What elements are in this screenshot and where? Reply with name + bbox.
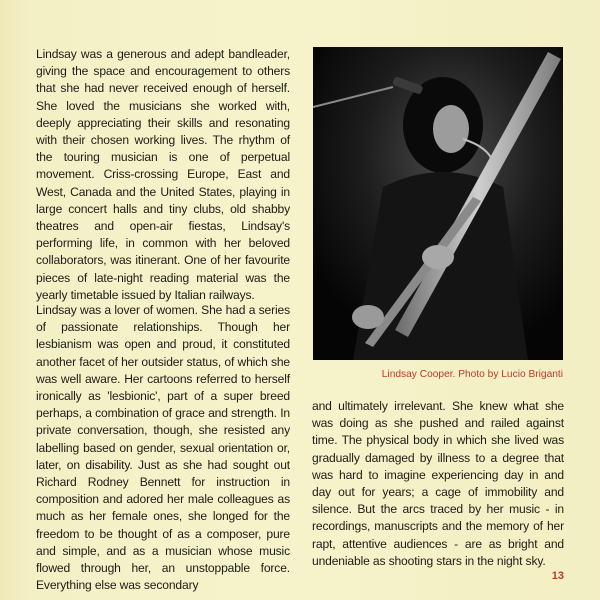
paragraph-text: Lindsay was a lover of women. She had a series of passionate relationships. Though her lesbianism was open and proud, it constituted another facet of her outsider status, of which she was well aware. Her cartoons referred to herself ironically as 'lesbionic', part of a super breed perhaps, a combination of grace and strength. In private conversation, though, she resisted any labelling based on gender, sexual orientation or, later, on disability. Just as she had sought out Richard Rodney Bennett for instruction in composition and adored her male colleagues as much as her female ones, she longed for the freedom to be thought of as a composer, pure and simple, and as a musician whose music flowed through her, an unstoppable force. Everything else was secondary bbox=[36, 303, 290, 593]
photo-caption: Lindsay Cooper. Photo by Lucio Briganti bbox=[381, 369, 563, 380]
body-paragraph-2 bbox=[36, 302, 290, 594]
paragraph-text: Lindsay was a generous and adept bandleader, giving the space and encouragement to others that she had never received enough of herself. She loved the musicians she worked with, deeply appreciating their skills and resonating with their chosen working lives. The rhythm of the touring musician is one of perpetual movement. Criss-crossing Europe, East and West, Canada and the United States, playing in large concert halls and tiny clubs, old shabby theatres and open-air fiestas, Lindsay's performing life, in common with her beloved collaborators, was itinerant. One of her favourite pieces of late-night reading material was the yearly timetable issued by Italian railways. bbox=[36, 47, 290, 302]
body-paragraph-3 bbox=[312, 398, 564, 570]
body-paragraph-1 bbox=[36, 46, 290, 304]
performer-photo bbox=[313, 47, 563, 360]
paragraph-text: and ultimately irrelevant. She knew what she was doing as she pushed and railed against time. The physical body in which she lived was gradually damaged by illness to a degree that was hard to imagine experiencing day in and day out for years; a cage of immobility and silence. But the arcs traced by her music - in recordings, manuscripts and the memory of her rapt, attentive audiences - are as bright and undeniable as shooting stars in the night sky. bbox=[312, 399, 564, 568]
page-number: 13 bbox=[551, 570, 564, 582]
